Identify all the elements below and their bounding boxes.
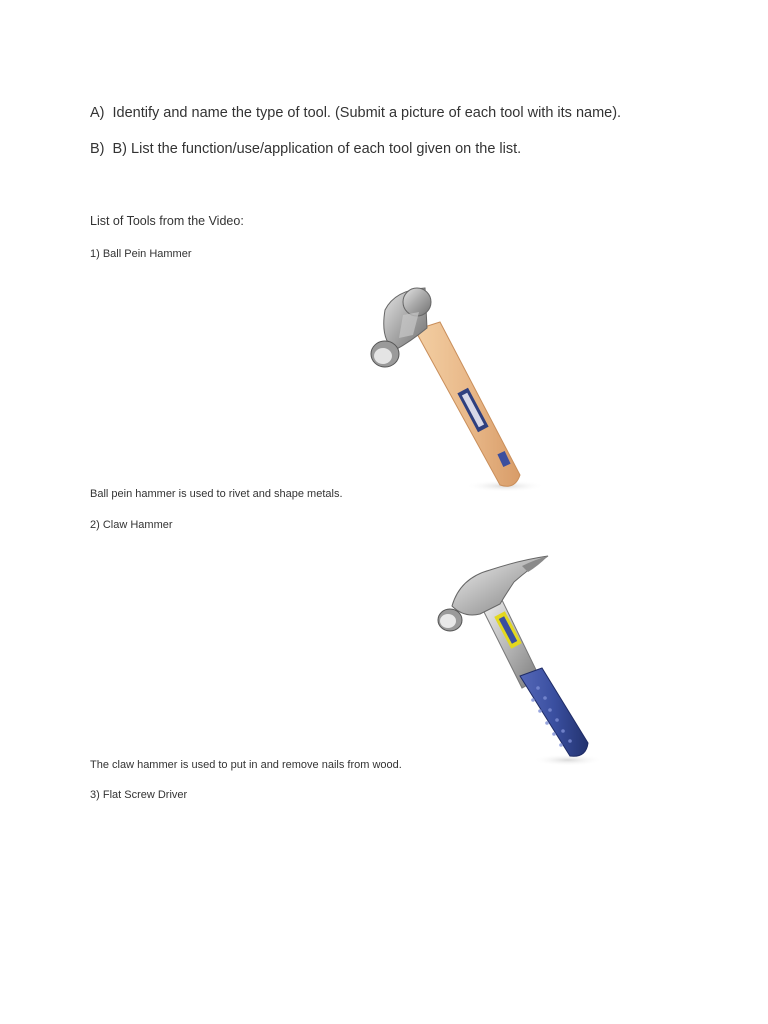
ball-pein-hammer-icon — [355, 280, 550, 495]
tool-3-name: Flat Screw Driver — [102, 789, 188, 801]
tool-1-heading — [90, 248, 191, 260]
tool-1-description: Ball pein hammer is used to rivet and shape metals. — [90, 488, 343, 500]
instruction-a — [90, 105, 621, 121]
tool-2-name: Claw Hammer — [102, 519, 173, 531]
instruction-b — [90, 141, 521, 157]
list-title: List of Tools from the Video: — [90, 214, 244, 228]
instruction-b-text: B) List the function/use/application of each tool given on the list. — [112, 141, 522, 157]
tool-1-number: 1) — [90, 248, 100, 260]
instruction-a-text: Identify and name the type of tool. (Submit a picture of each tool with its name). — [112, 105, 622, 121]
tool-2-description: The claw hammer is used to put in and remove nails from wood. — [90, 759, 402, 771]
tool-2-number: 2) — [90, 519, 100, 531]
tool-3-number: 3) — [90, 789, 100, 801]
claw-hammer-icon — [430, 548, 610, 770]
instruction-a-label: A) — [90, 105, 105, 121]
tool-1-name: Ball Pein Hammer — [102, 248, 192, 260]
tool-3-heading — [90, 789, 187, 801]
tool-2-heading — [90, 519, 173, 531]
instruction-b-label: B) — [90, 141, 105, 157]
